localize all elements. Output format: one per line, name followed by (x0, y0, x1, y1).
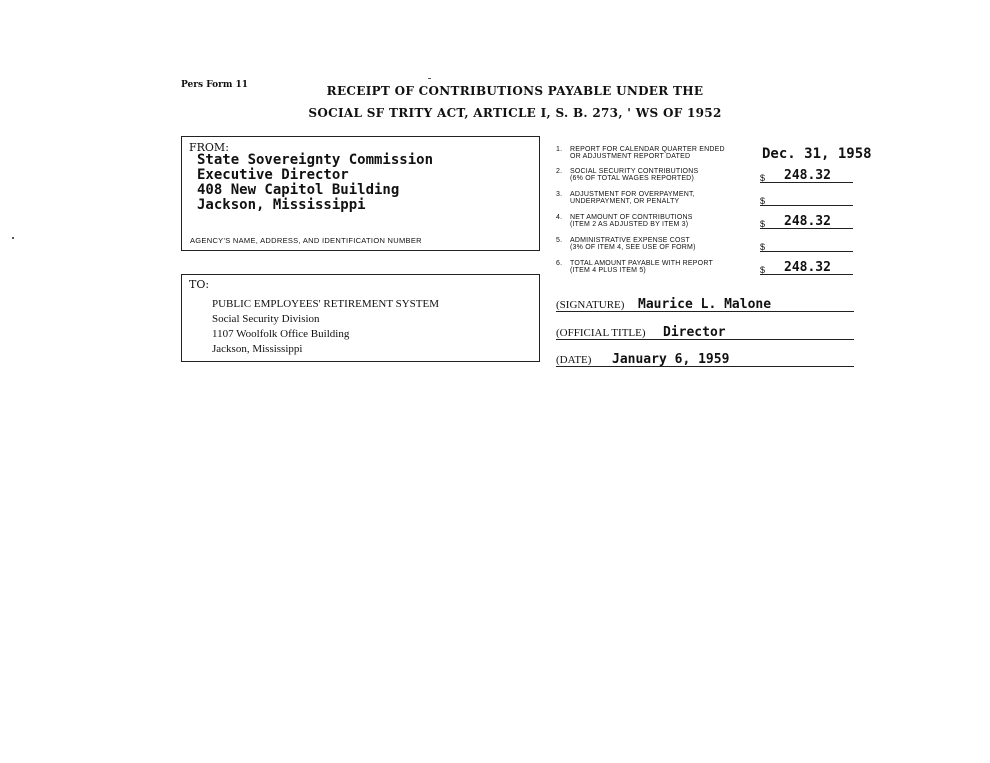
item-6-dollar-sign: $ (760, 265, 766, 275)
item-5-label-line2: (3% OF ITEM 4, SEE USE OF FORM) (570, 244, 696, 251)
scan-speck (12, 237, 14, 239)
form-number: Pers Form 11 (181, 80, 249, 90)
item-6-label-line1: TOTAL AMOUNT PAYABLE WITH REPORT (570, 260, 713, 267)
to-box (181, 274, 540, 362)
agency-footnote: AGENCY'S NAME, ADDRESS, AND IDENTIFICATION NUMBER (190, 236, 422, 245)
item-1-quarter-ended-value: Dec. 31, 1958 (762, 146, 872, 162)
from-line-title: Executive Director (197, 167, 349, 183)
item-3-label-line2: UNDERPAYMENT, OR PENALTY (570, 198, 680, 205)
item-5-amount-field (760, 239, 853, 252)
item-2-amount-field (760, 170, 853, 183)
official-title-field (556, 325, 854, 340)
from-line-city: Jackson, Mississippi (197, 197, 366, 213)
form-title-line-2: SOCIAL SF TRITY ACT, ARTICLE I, S. B. 273, ' WS OF 1952 (308, 106, 722, 120)
from-box (181, 136, 540, 251)
scan-speck (428, 78, 431, 79)
from-label: FROM: (189, 141, 229, 154)
to-line-division: Social Security Division (212, 313, 320, 325)
item-5 (556, 237, 696, 251)
item-6-number: 6. (556, 260, 563, 267)
item-5-number: 5. (556, 237, 563, 244)
item-2-amount-value: 248.32 (784, 168, 831, 183)
item-1-label-line2: OR ADJUSTMENT REPORT DATED (570, 153, 691, 160)
date-label: (DATE) (556, 354, 592, 366)
form-title-line-1: RECEIPT OF CONTRIBUTIONS PAYABLE UNDER THE (326, 84, 704, 98)
to-line-system: PUBLIC EMPLOYEES' RETIREMENT SYSTEM (212, 298, 439, 310)
item-3 (556, 191, 695, 205)
item-5-dollar-sign: $ (760, 242, 766, 252)
item-2 (556, 168, 698, 182)
item-4-amount-field (760, 216, 853, 229)
item-4-label-line2: (ITEM 2 AS ADJUSTED BY ITEM 3) (570, 221, 689, 228)
item-2-label-line1: SOCIAL SECURITY CONTRIBUTIONS (570, 168, 699, 175)
item-1 (556, 146, 725, 160)
item-6-label-line2: (ITEM 4 PLUS ITEM 5) (570, 267, 646, 274)
item-3-label-line1: ADJUSTMENT FOR OVERPAYMENT, (570, 191, 695, 198)
signature-field (556, 297, 854, 312)
item-2-dollar-sign: $ (760, 173, 766, 183)
signature-label: (SIGNATURE) (556, 299, 625, 311)
to-line-city: Jackson, Mississippi (212, 343, 303, 355)
item-5-label-line1: ADMINISTRATIVE EXPENSE COST (570, 237, 691, 244)
item-6-amount-value: 248.32 (784, 260, 831, 275)
from-line-address: 408 New Capitol Building (197, 182, 400, 198)
from-line-agency: State Sovereignty Commission (197, 152, 434, 168)
item-4-number: 4. (556, 214, 563, 221)
item-2-label-line2: (6% OF TOTAL WAGES REPORTED) (570, 175, 694, 182)
item-2-number: 2. (556, 168, 563, 175)
item-6 (556, 260, 713, 274)
to-line-address: 1107 Woolfolk Office Building (212, 328, 350, 340)
item-3-number: 3. (556, 191, 563, 198)
to-label: TO: (189, 278, 210, 291)
item-6-amount-field (760, 262, 853, 275)
item-4-label-line1: NET AMOUNT OF CONTRIBUTIONS (570, 214, 693, 221)
official-title-label: (OFFICIAL TITLE) (556, 327, 646, 339)
item-4-dollar-sign: $ (760, 219, 766, 229)
item-3-amount-field (760, 193, 853, 206)
item-4-amount-value: 248.32 (784, 214, 831, 229)
signature-value: Maurice L. Malone (638, 297, 772, 312)
date-field (556, 352, 854, 367)
item-3-dollar-sign: $ (760, 196, 766, 206)
item-4 (556, 214, 693, 228)
date-value: January 6, 1959 (612, 352, 730, 367)
item-1-number: 1. (556, 146, 563, 153)
official-title-value: Director (663, 325, 726, 340)
item-1-label-line1: REPORT FOR CALENDAR QUARTER ENDED (570, 146, 725, 153)
